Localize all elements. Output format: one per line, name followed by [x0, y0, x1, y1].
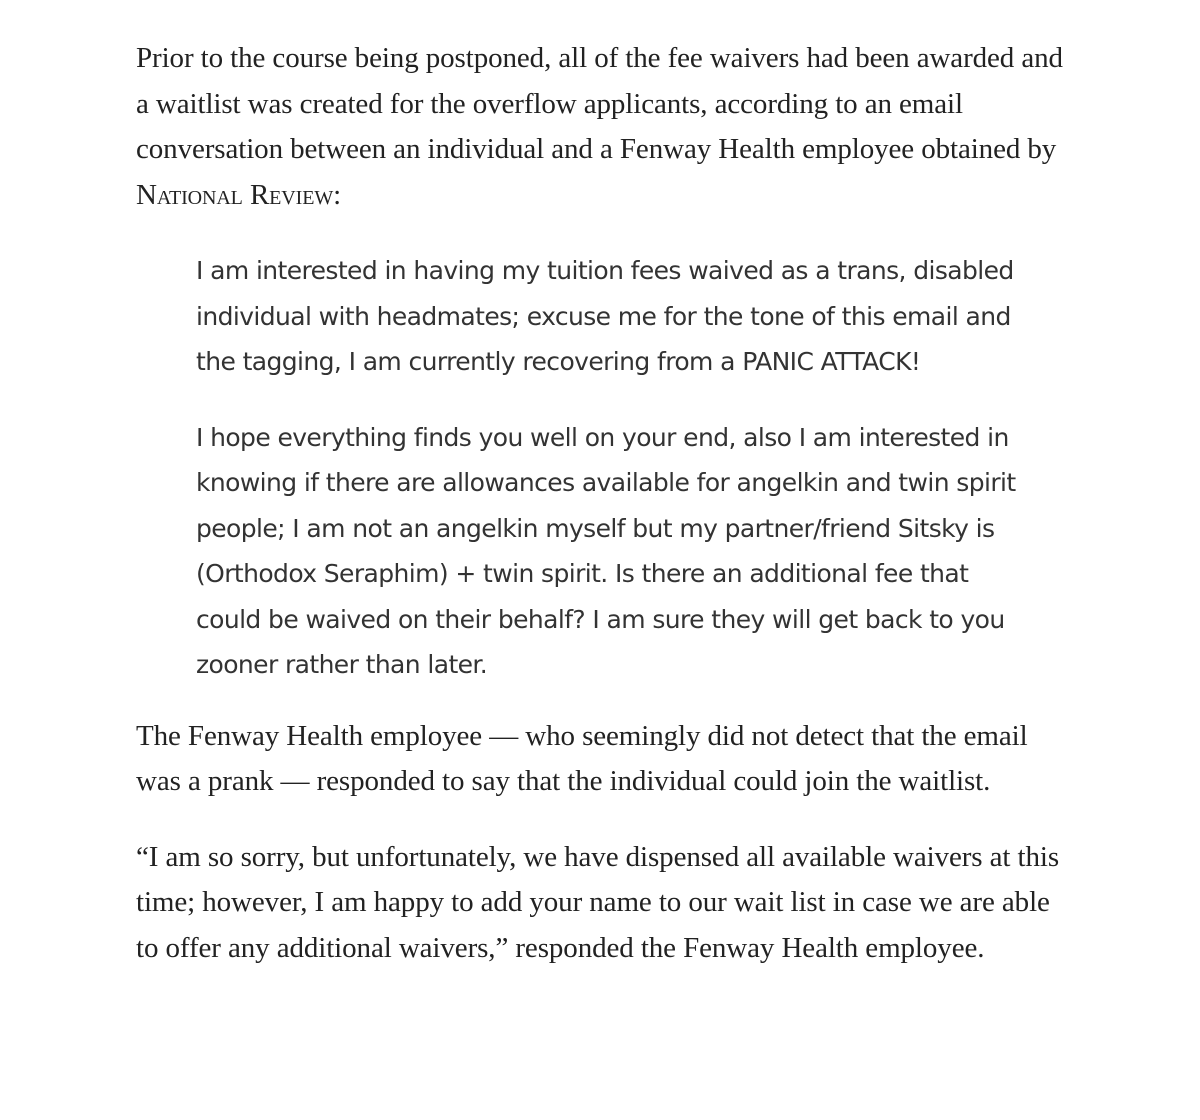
blockquote-paragraph-2: I hope everything finds you well on your end, also I am interested in knowing if there are allowances available for angelkin and twin spirit people; I am not an angelkin myself but my partner/friend Sitsky is (Orthodox Seraphim) + twin spirit. Is there an additional fee that could be waived on their behalf? I am sure they will get back to you zooner rather than later.	[196, 422, 1016, 679]
article-paragraph-3: “I am so sorry, but unfortunately, we have dispensed all available waivers at this time; however, I am happy to add your name to our wait list in case we are able to offer any additional waivers,” responded the Fenway Health employee.	[136, 840, 1060, 964]
email-blockquote	[196, 248, 1016, 688]
publication-name: National Review	[136, 178, 334, 211]
paragraph-1-text: Prior to the course being postponed, all of the fee waivers had been awarded and a waitlist was created for the overflow applicants, according to an email conversation between an individual and a Fenway Health employee obtained by	[136, 42, 1063, 165]
article-body	[136, 36, 1076, 1001]
article-paragraph-1	[136, 36, 1071, 218]
article-paragraph-2: The Fenway Health employee — who seemingly did not detect that the email was a prank — responded to say that the individual could join the waitlist.	[136, 719, 1028, 797]
paragraph-1-punctuation: :	[333, 178, 342, 211]
blockquote-paragraph-1: I am interested in having my tuition fees waived as a trans, disabled individual with headmates; excuse me for the tone of this email and the tagging, I am currently recovering from a PANIC ATTACK!	[196, 256, 1014, 376]
